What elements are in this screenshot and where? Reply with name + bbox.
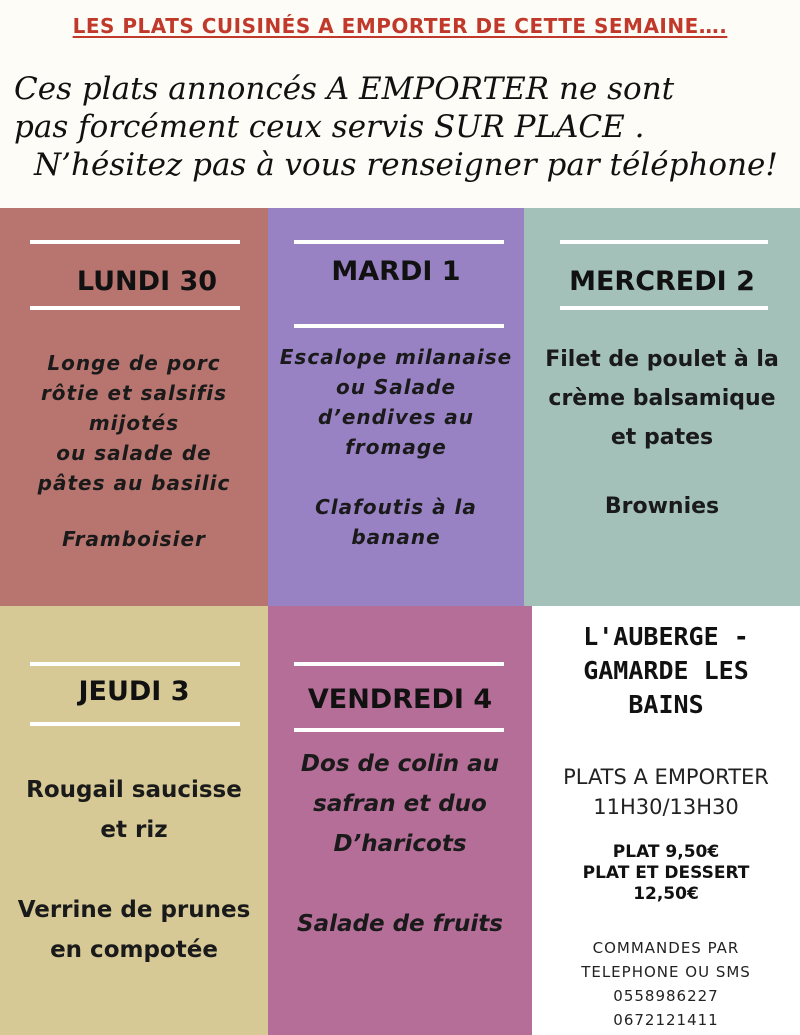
dessert: Brownies bbox=[604, 494, 720, 519]
page-title-text: LES PLATS CUISINÉS A EMPORTER DE CETTE SEMAINE…. bbox=[72, 14, 728, 38]
dish-line: Filet de poulet à la bbox=[545, 347, 779, 372]
day-title: MERCREDI 2 bbox=[569, 266, 755, 297]
dish-line: ou Salade bbox=[335, 375, 457, 399]
day-card-mercredi bbox=[524, 208, 800, 606]
dish-description bbox=[268, 744, 532, 864]
day-title: MARDI 1 bbox=[331, 256, 461, 287]
dish-line: et riz bbox=[100, 817, 168, 843]
dessert-line: banane bbox=[351, 525, 441, 549]
dessert: Framboisier bbox=[62, 527, 206, 551]
hours-line: 11H30/13H30 bbox=[593, 795, 739, 819]
dish-line: Rougail saucisse bbox=[26, 777, 242, 803]
takeaway-hours bbox=[532, 762, 800, 822]
price-line: PLAT 9,50€ bbox=[612, 842, 720, 862]
divider bbox=[30, 306, 240, 310]
takeaway-notice bbox=[14, 70, 794, 184]
dish-line: safran et duo bbox=[313, 791, 487, 817]
dish-line: d’endives au bbox=[317, 405, 475, 429]
dish-description bbox=[524, 340, 800, 457]
divider bbox=[294, 662, 504, 666]
day-card-vendredi bbox=[268, 606, 532, 1035]
dessert bbox=[0, 890, 268, 970]
hours-line: PLATS A EMPORTER bbox=[563, 765, 769, 789]
restaurant-name bbox=[532, 620, 800, 722]
dish-line: rôtie et salsifis bbox=[40, 381, 228, 405]
dish-line: Dos de colin au bbox=[300, 751, 500, 777]
name-line: L'AUBERGE - bbox=[583, 622, 749, 651]
day-title: LUNDI 30 bbox=[76, 266, 218, 297]
phone-number[interactable]: 0672121411 bbox=[613, 1011, 719, 1029]
dessert bbox=[268, 492, 524, 552]
notice-line: pas forcément ceux servis SUR PLACE . bbox=[14, 109, 645, 145]
notice-line: Ces plats annoncés A EMPORTER ne sont bbox=[14, 71, 675, 107]
dessert-line: en compotée bbox=[50, 937, 218, 963]
dish-description bbox=[0, 348, 268, 498]
page-title bbox=[0, 14, 800, 38]
name-line: GAMARDE LES bbox=[583, 656, 749, 685]
day-title: VENDREDI 4 bbox=[307, 684, 493, 715]
contact-line: TELEPHONE OU SMS bbox=[581, 963, 751, 981]
dish-line: D’haricots bbox=[333, 831, 467, 857]
info-card bbox=[532, 606, 800, 1035]
divider bbox=[30, 722, 240, 726]
divider bbox=[294, 240, 504, 244]
dish-description bbox=[0, 770, 268, 850]
notice-line: N’hésitez pas à vous renseigner par téléphone! bbox=[34, 147, 778, 183]
dish-line: Longe de porc bbox=[47, 351, 221, 375]
dish-line: pâtes au basilic bbox=[37, 471, 231, 495]
day-card-jeudi bbox=[0, 606, 268, 1035]
day-card-lundi bbox=[0, 208, 268, 606]
price-list bbox=[532, 842, 800, 905]
dish-line: fromage bbox=[345, 435, 447, 459]
divider bbox=[560, 306, 768, 310]
dish-line: crème balsamique bbox=[548, 386, 776, 411]
dessert-line: Verrine de prunes bbox=[17, 897, 251, 923]
day-card-mardi bbox=[268, 208, 524, 606]
dish-line: et pates bbox=[610, 425, 714, 450]
dish-line: Escalope milanaise bbox=[279, 345, 513, 369]
dessert-line: Clafoutis à la bbox=[315, 495, 477, 519]
divider bbox=[294, 324, 504, 328]
contact-line: COMMANDES PAR bbox=[592, 939, 740, 957]
divider bbox=[30, 240, 240, 244]
dish-line: ou salade de bbox=[56, 441, 212, 465]
order-contact bbox=[532, 936, 800, 1032]
phone-number[interactable]: 0558986227 bbox=[613, 987, 719, 1005]
price-line: 12,50€ bbox=[633, 884, 699, 904]
divider bbox=[30, 662, 240, 666]
dish-line: mijotés bbox=[88, 411, 180, 435]
dessert: Salade de fruits bbox=[297, 911, 503, 937]
divider bbox=[294, 728, 504, 732]
day-title: JEUDI 3 bbox=[78, 676, 190, 707]
dish-description bbox=[268, 342, 524, 462]
divider bbox=[560, 240, 768, 244]
name-line: BAINS bbox=[628, 690, 704, 719]
price-line: PLAT ET DESSERT bbox=[582, 863, 750, 883]
